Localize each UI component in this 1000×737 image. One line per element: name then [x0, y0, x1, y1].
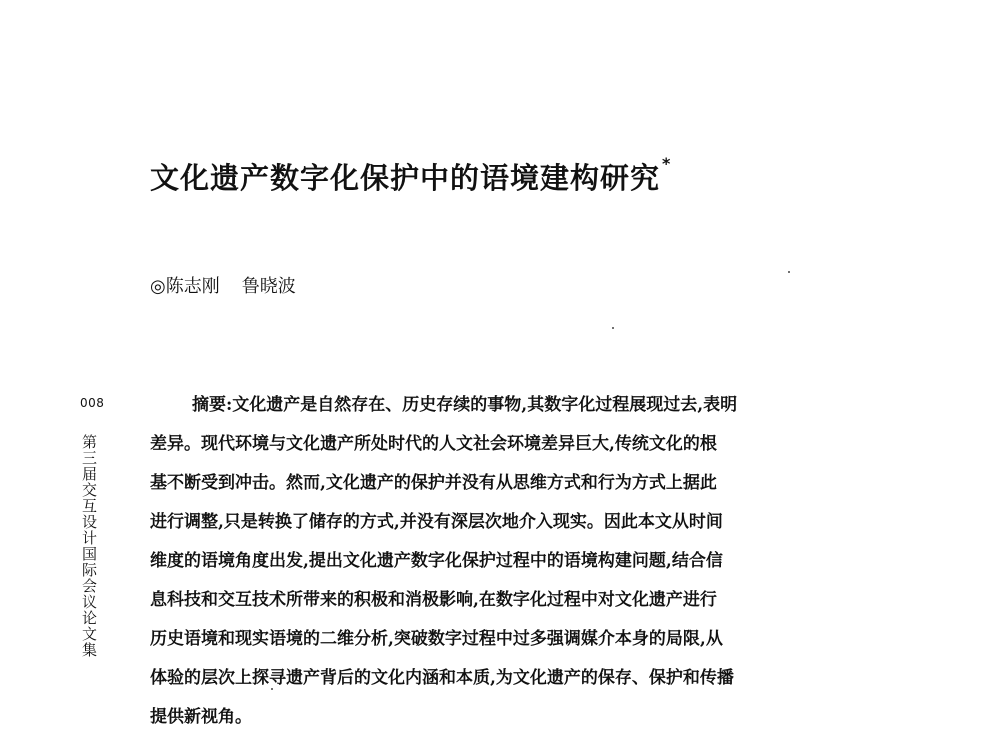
page-number: 008 — [80, 396, 105, 410]
abstract-line-4: 进行调整,只是转换了储存的方式,并没有深层次地介入现实。因此本文从时间 — [150, 512, 723, 532]
abstract-line-7: 历史语境和现实语境的二维分析,突破数字过程中过多强调媒介本身的局限,从 — [150, 629, 723, 649]
scan-speck — [788, 271, 790, 273]
abstract-line-1: 摘要:文化遗产是自然存在、历史存续的事物,其数字化过程展现过去,表明 — [192, 395, 738, 415]
abstract-line-3: 基不断受到冲击。然而,文化遗产的保护并没有从思维方式和行为方式上据此 — [150, 473, 717, 493]
abstract-line-9: 提供新视角。 — [150, 707, 252, 727]
author-name-1: 陈志刚 — [165, 276, 220, 297]
abstract-line-6: 息科技和交互技术所带来的积极和消极影响,在数字化过程中对文化遗产进行 — [150, 590, 717, 610]
abstract-block — [150, 386, 860, 737]
title-footnote-mark: * — [662, 154, 672, 173]
proceedings-side-title: 第三届交互设计国际会议论文集 — [80, 434, 98, 658]
author-prefix-symbol: ◎ — [150, 276, 166, 297]
title-text: 文化遗产数字化保护中的语境建构研究 — [150, 161, 661, 195]
scan-speck — [271, 688, 273, 690]
abstract-label: 摘要 — [192, 395, 226, 415]
scan-speck — [612, 327, 614, 329]
abstract-line-5: 维度的语境角度出发,提出文化遗产数字化保护过程中的语境构建问题,结合信 — [150, 551, 723, 571]
author-line — [150, 272, 296, 298]
paper-title — [150, 156, 671, 197]
author-name-2: 鲁晓波 — [241, 276, 296, 297]
abstract-line-2: 差异。现代环境与文化遗产所处时代的人文社会环境差异巨大,传统文化的根 — [150, 434, 717, 454]
abstract-line-8: 体验的层次上探寻遗产背后的文化内涵和本质,为文化遗产的保存、保护和传播 — [150, 668, 734, 688]
